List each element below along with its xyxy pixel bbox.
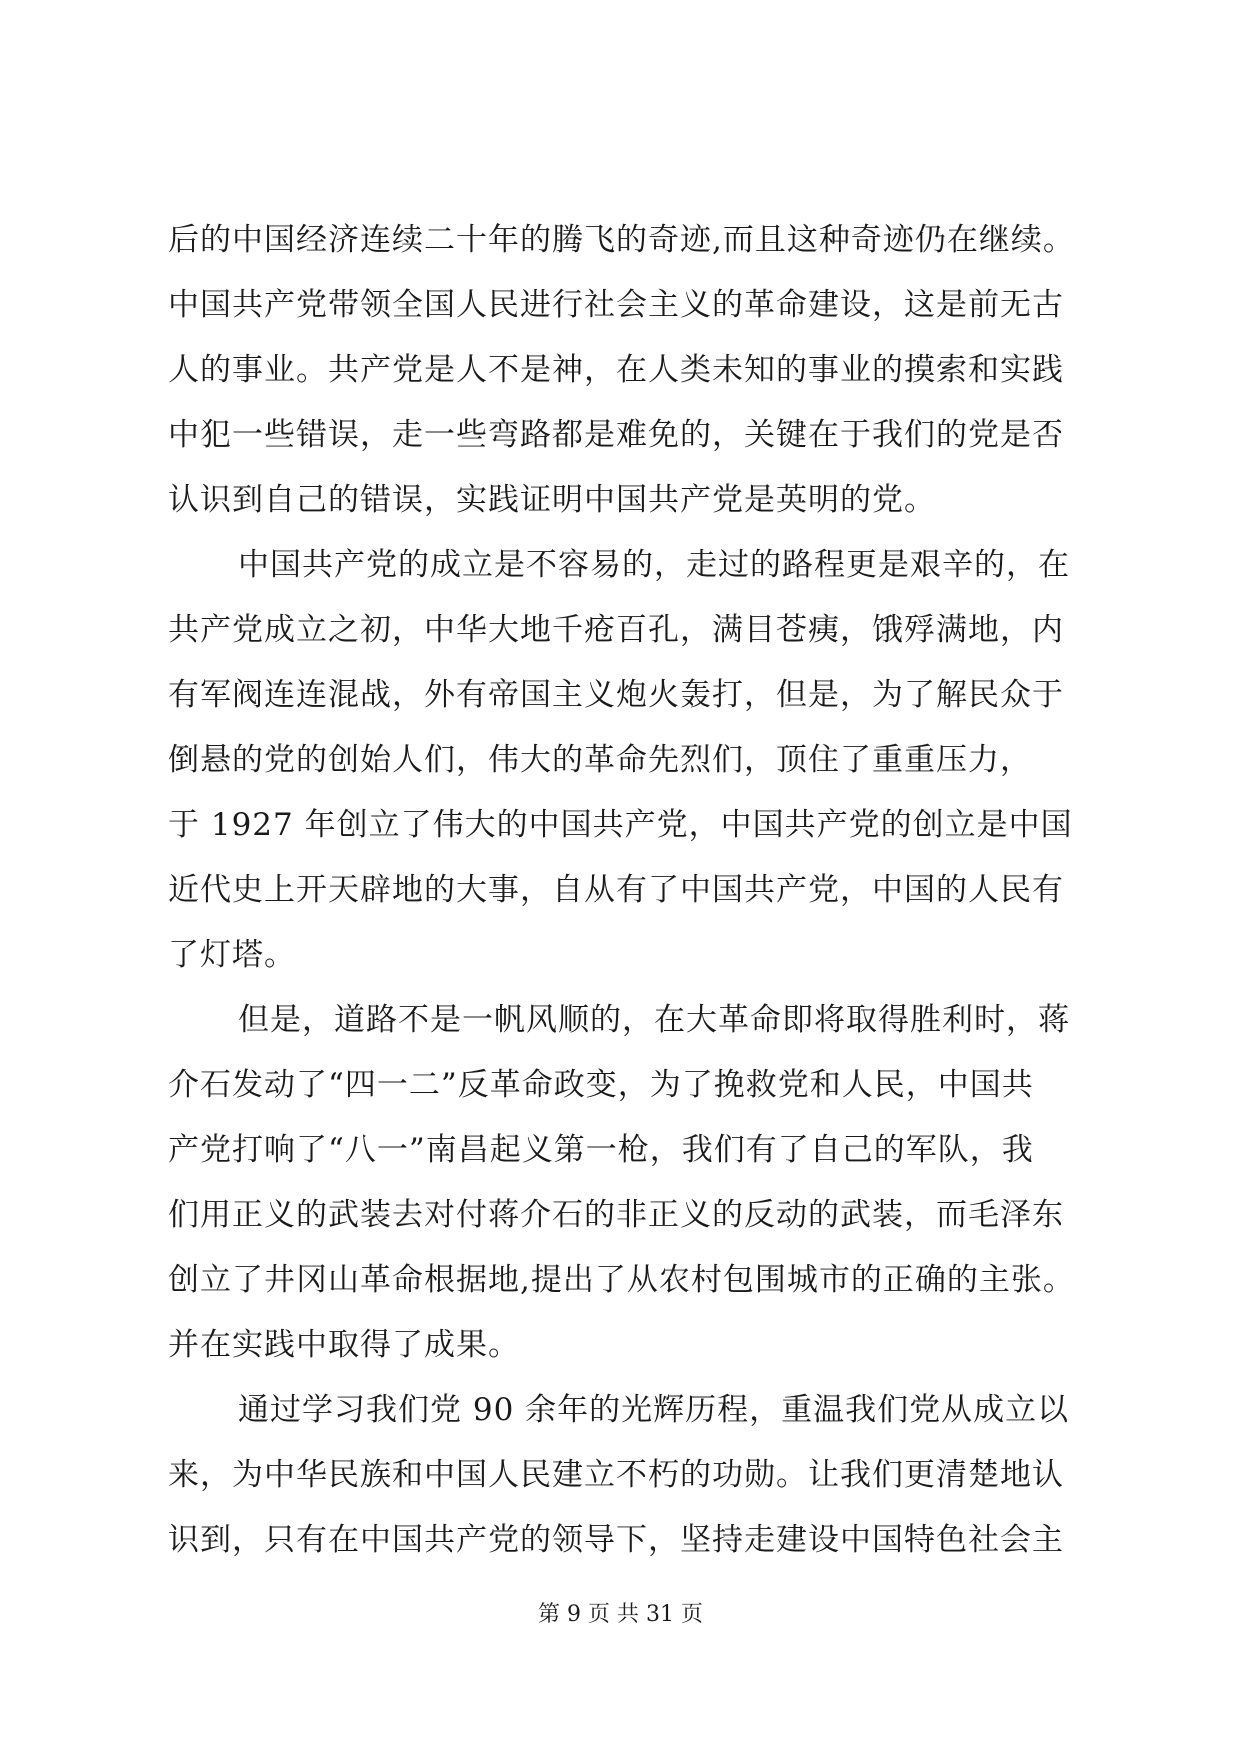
paragraph-first-line: 中国共产党的成立是不容易的，走过的路程更是艰辛的，在 (238, 547, 1070, 583)
text-line: 人的事业。共产党是人不是神，在人类未知的事业的摸索和实践 (168, 352, 1064, 388)
text-line: 们用正义的武装去对付蒋介石的非正义的反动的武装，而毛泽东 (168, 1197, 1064, 1233)
text-line: 识到，只有在中国共产党的领导下，坚持走建设中国特色社会主 (168, 1522, 1064, 1558)
text-line: 中国共产党带领全国人民进行社会主义的革命建设，这是前无古 (168, 287, 1064, 323)
paragraph-first-line: 通过学习我们党 90 余年的光辉历程，重温我们党从成立以 (238, 1392, 1070, 1428)
text-line: 有军阀连连混战，外有帝国主义炮火轰打，但是，为了解民众于 (168, 677, 1064, 713)
text-line: 产党打响了“八一”南昌起义第一枪，我们有了自己的军队，我 (168, 1132, 1034, 1168)
text-line: 于 1927 年创立了伟大的中国共产党，中国共产党的创立是中国 (168, 807, 1073, 843)
text-line: 共产党成立之初，中华大地千疮百孔，满目苍痍，饿殍满地，内 (168, 612, 1064, 648)
text-line: 并在实践中取得了成果。 (168, 1327, 520, 1363)
page-number-footer: 第 9 页 共 31 页 (538, 1602, 703, 1627)
text-line: 中犯一些错误，走一些弯路都是难免的，关键在于我们的党是否 (168, 417, 1064, 453)
paragraph-first-line: 但是，道路不是一帆风顺的，在大革命即将取得胜利时，蒋 (238, 1002, 1070, 1038)
document-body (168, 208, 1168, 1573)
text-line: 倒悬的党的创始人们，伟大的革命先烈们，顶住了重重压力， (168, 742, 1032, 778)
text-line: 介石发动了“四一二”反革命政变，为了挽救党和人民，中国共 (168, 1067, 1034, 1103)
text-line: 近代史上开天辟地的大事，自从有了中国共产党，中国的人民有 (168, 872, 1064, 908)
text-line: 后的中国经济连续二十年的腾飞的奇迹,而且这种奇迹仍在继续。 (168, 222, 1075, 258)
text-line: 创立了井冈山革命根据地,提出了从农村包围城市的正确的主张。 (168, 1262, 1075, 1298)
text-line: 认识到自己的错误，实践证明中国共产党是英明的党。 (168, 482, 936, 518)
text-line: 来，为中华民族和中国人民建立不朽的功勋。让我们更清楚地认 (168, 1457, 1064, 1493)
text-line: 了灯塔。 (168, 937, 296, 973)
